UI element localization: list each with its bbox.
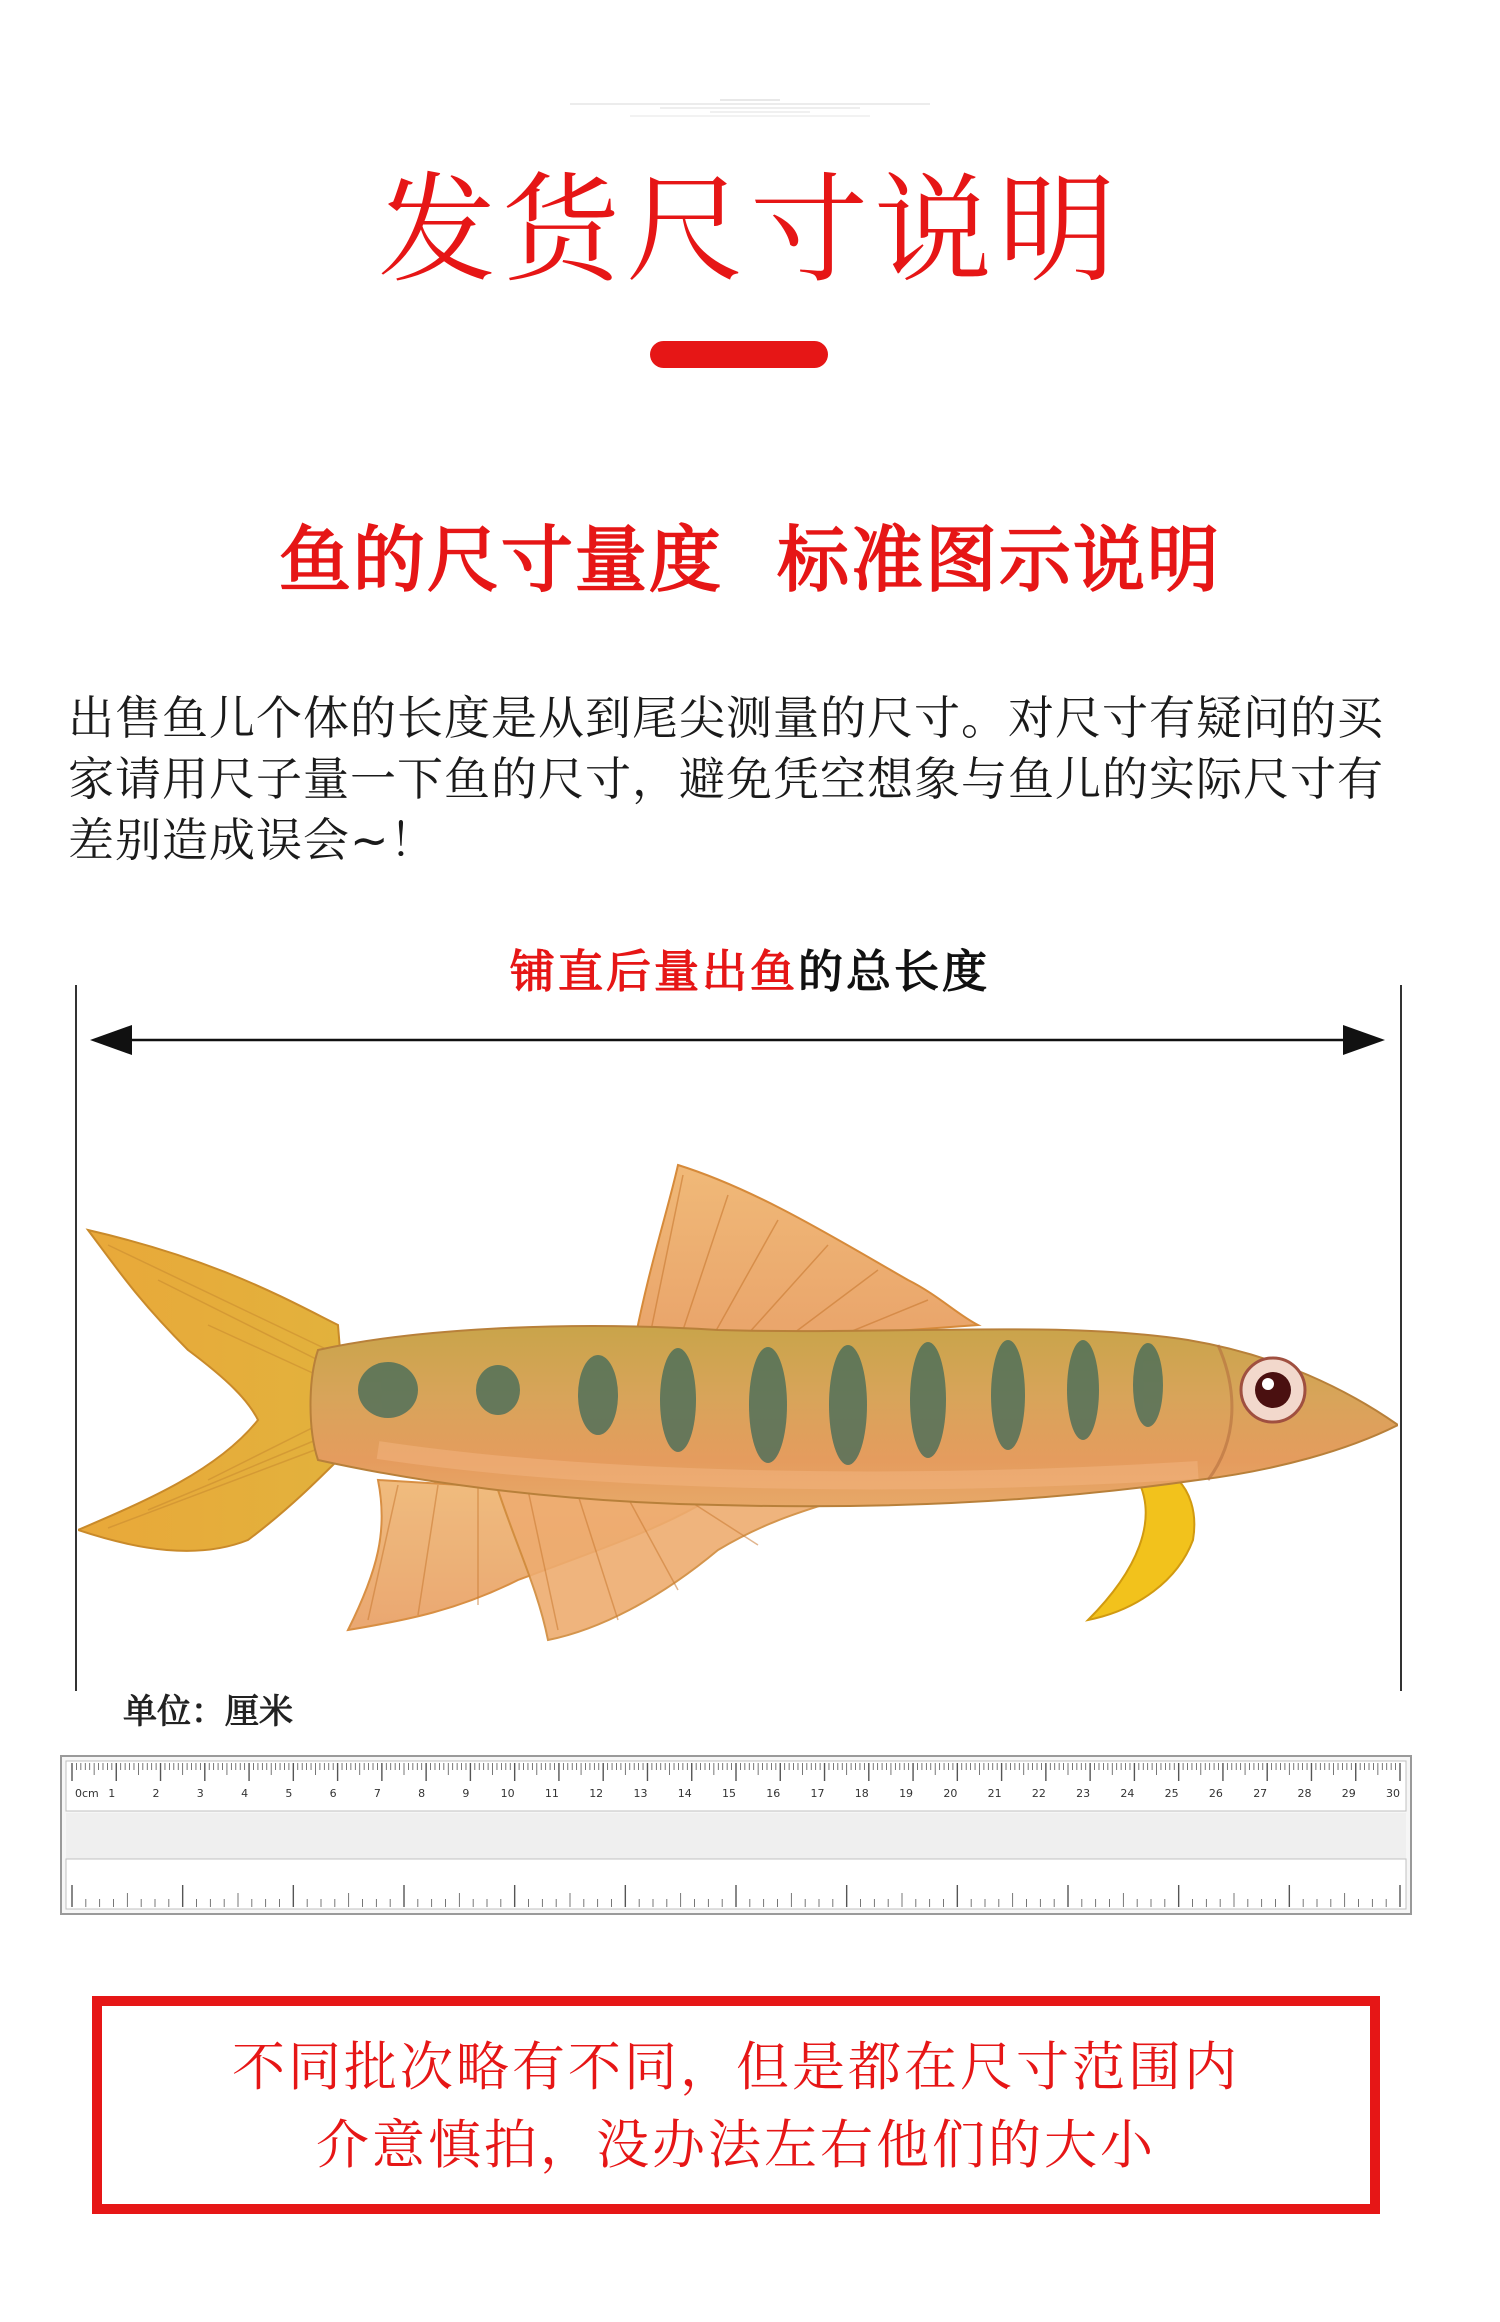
ruler-label: 30: [1386, 1787, 1400, 1800]
ruler-label: 2: [152, 1787, 160, 1800]
ruler-label: 27: [1253, 1787, 1268, 1800]
decorative-lines: [570, 98, 930, 128]
ruler-label: 5: [285, 1787, 293, 1800]
ruler-label: 16: [766, 1787, 781, 1800]
right-boundary-line: [1400, 985, 1402, 1691]
measure-label-red: 铺直后量出鱼: [509, 945, 798, 998]
ruler-label: 9: [462, 1787, 470, 1800]
ruler-label: 8: [418, 1787, 426, 1800]
ruler-label: 7: [373, 1787, 381, 1800]
ruler: [60, 1755, 1412, 1915]
ruler-label: 12: [589, 1787, 604, 1800]
ruler-label: 26: [1208, 1787, 1223, 1800]
fish-image: [78, 1150, 1398, 1670]
page-title: 发货尺寸说明: [377, 161, 1122, 299]
title-underline-bar: [650, 341, 828, 368]
notice-line-2: 介意慎拍，没办法左右他们的大小: [316, 2115, 1156, 2176]
double-arrow-icon: [90, 1015, 1385, 1065]
ruler-label: 14: [677, 1787, 692, 1800]
ruler-label: 23: [1076, 1787, 1091, 1800]
ruler-label: 3: [196, 1787, 204, 1800]
ruler-label: 11: [544, 1787, 559, 1800]
ruler-label: 10: [500, 1787, 515, 1800]
measure-label-black: 的总长度: [798, 945, 991, 998]
ruler-label: 13: [633, 1787, 648, 1800]
ruler-label: 1: [108, 1787, 116, 1800]
ruler-label: 24: [1120, 1787, 1135, 1800]
ruler-label: 19: [899, 1787, 914, 1800]
notice-line-1: 不同批次略有不同，但是都在尺寸范围内: [232, 2037, 1240, 2098]
ruler-label: 28: [1297, 1787, 1312, 1800]
ruler-label-start: 0cm: [75, 1787, 99, 1800]
description-paragraph: 出售鱼儿个体的长度是从到尾尖测量的尺寸。对尺寸有疑问的买家请用尺子量一下鱼的尺寸，避免凭空想象与鱼儿的实际尺寸有差别造成误会~！: [68, 691, 1384, 867]
measure-label: [0, 944, 1500, 1000]
ruler-label: 20: [943, 1787, 958, 1800]
ruler-label: 18: [854, 1787, 869, 1800]
ruler-label: 17: [810, 1787, 825, 1800]
ruler-label: 21: [987, 1787, 1002, 1800]
ruler-label: 22: [1031, 1787, 1046, 1800]
ruler-label: 25: [1164, 1787, 1179, 1800]
notice-box: [92, 1996, 1380, 2214]
ruler-label: 6: [329, 1787, 337, 1800]
ruler-label: 29: [1341, 1787, 1356, 1800]
unit-label: 单位：厘米: [123, 1692, 293, 1732]
section-subtitle: 鱼的尺寸量度 标准图示说明: [278, 518, 1222, 602]
ruler-label: 15: [722, 1787, 736, 1800]
left-boundary-line: [75, 985, 77, 1691]
ruler-label: 4: [241, 1787, 249, 1800]
